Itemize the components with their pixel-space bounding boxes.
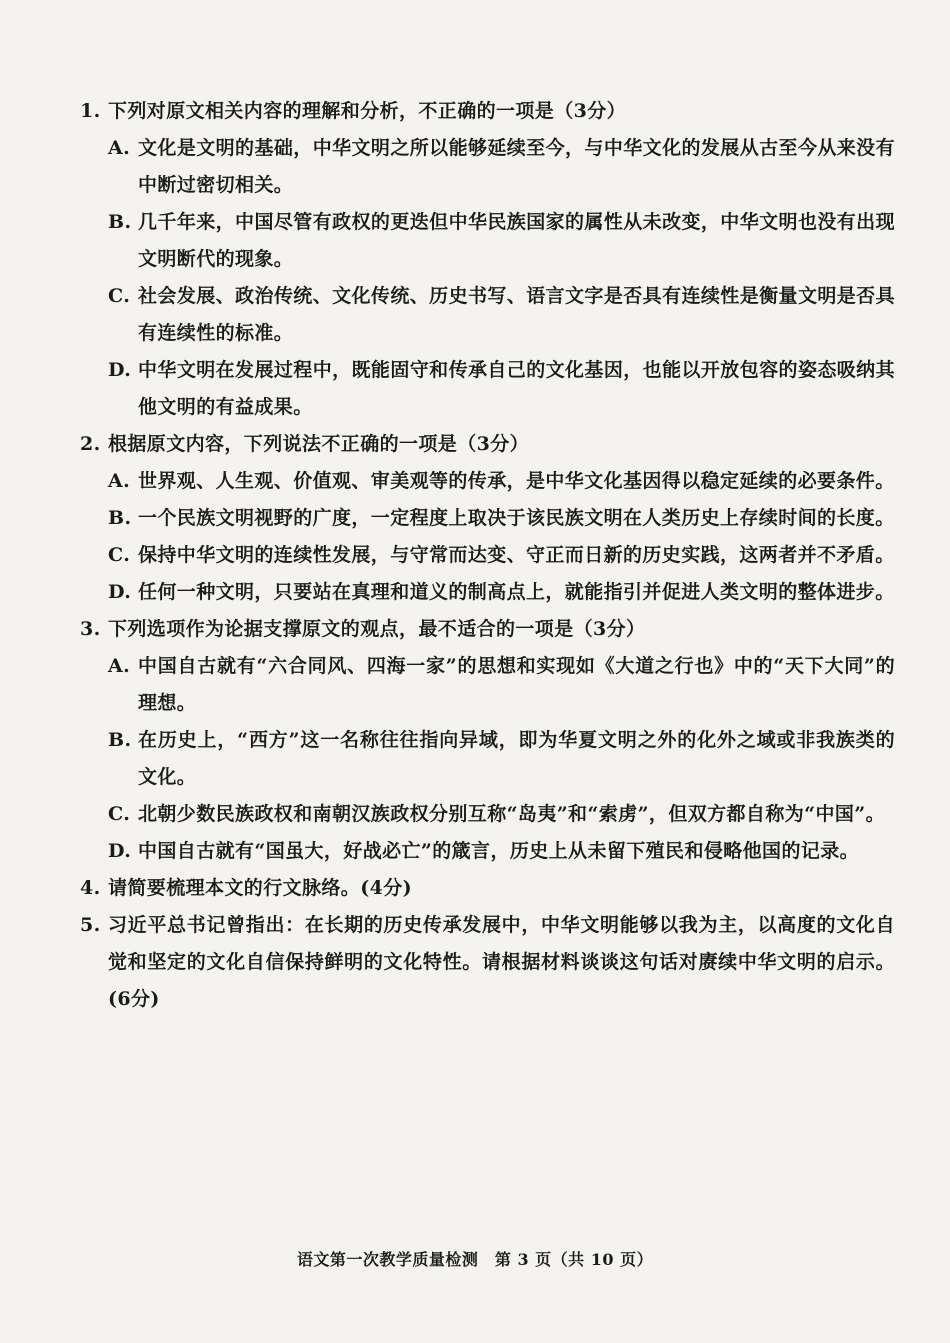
option-3c <box>108 796 895 833</box>
question-number: 2. <box>80 433 101 455</box>
option-3d <box>108 833 895 870</box>
option-1c <box>108 278 895 352</box>
option-label: A. <box>108 137 131 159</box>
question-5 <box>80 907 895 1018</box>
option-1b <box>108 204 895 278</box>
option-text: 文化是文明的基础，中华文明之所以能够延续至今，与中华文化的发展从古至今从来没有中断过密切相关。 <box>138 137 895 196</box>
option-label: D. <box>108 359 132 381</box>
option-text: 世界观、人生观、价值观、审美观等的传承，是中华文化基因得以稳定延续的必要条件。 <box>138 470 895 492</box>
option-1d <box>108 352 895 426</box>
option-3b <box>108 722 895 796</box>
option-text: 中国自古就有“国虽大，好战必亡”的箴言，历史上从未留下殖民和侵略他国的记录。 <box>138 840 860 862</box>
option-label: D. <box>108 840 132 862</box>
option-text: 任何一种文明，只要站在真理和道义的制高点上，就能指引并促进人类文明的整体进步。 <box>138 581 895 603</box>
option-3a <box>108 648 895 722</box>
question-number: 5. <box>80 914 101 936</box>
option-2a <box>108 463 895 500</box>
option-text: 中华文明在发展过程中，既能固守和传承自己的文化基因，也能以开放包容的姿态吸纳其他文明的有益成果。 <box>138 359 895 418</box>
question-number: 3. <box>80 618 101 640</box>
option-text: 保持中华文明的连续性发展，与守常而达变、守正而日新的历史实践，这两者并不矛盾。 <box>138 544 895 566</box>
option-label: B. <box>108 729 132 751</box>
option-1a <box>108 130 895 204</box>
option-label: B. <box>108 211 132 233</box>
option-text: 中国自古就有“六合同风、四海一家”的思想和实现如《大道之行也》中的“天下大同”的理想。 <box>138 655 895 714</box>
question-number: 1. <box>80 100 101 122</box>
option-text: 一个民族文明视野的广度，一定程度上取决于该民族文明在人类历史上存续时间的长度。 <box>138 507 895 529</box>
option-label: B. <box>108 507 132 529</box>
page-footer: 语文第一次教学质量检测 第 3 页（共 10 页） <box>296 1250 654 1269</box>
question-2 <box>80 426 895 463</box>
option-label: A. <box>108 655 131 677</box>
question-stem: 下列对原文相关内容的理解和分析，不正确的一项是（3分） <box>108 100 627 122</box>
question-4 <box>80 870 895 907</box>
option-text: 社会发展、政治传统、文化传统、历史书写、语言文字是否具有连续性是衡量文明是否具有连续性的标准。 <box>138 285 895 344</box>
question-stem: 下列选项作为论据支撑原文的观点，最不适合的一项是（3分） <box>108 618 646 640</box>
option-text: 在历史上，“西方”这一名称往往指向异域，即为华夏文明之外的化外之域或非我族类的文化。 <box>138 729 895 788</box>
option-2c <box>108 537 895 574</box>
option-text: 几千年来，中国尽管有政权的更迭但中华民族国家的属性从未改变，中华文明也没有出现文明断代的现象。 <box>138 211 895 270</box>
question-stem: 请简要梳理本文的行文脉络。(4分) <box>108 877 413 899</box>
question-stem: 根据原文内容，下列说法不正确的一项是（3分） <box>108 433 530 455</box>
option-label: D. <box>108 581 132 603</box>
option-2d <box>108 574 895 611</box>
option-label: C. <box>108 285 131 307</box>
option-2b <box>108 500 895 537</box>
question-3 <box>80 611 895 648</box>
question-stem: 习近平总书记曾指出：在长期的历史传承发展中，中华文明能够以我为主，以高度的文化自觉和坚定的文化自信保持鲜明的文化特性。请根据材料谈谈这句话对赓续中华文明的启示。(6分) <box>108 914 895 1010</box>
question-1 <box>80 93 895 130</box>
option-label: C. <box>108 803 131 825</box>
question-list <box>80 93 895 1018</box>
option-text: 北朝少数民族政权和南朝汉族政权分别互称“岛夷”和“索虏”，但双方都自称为“中国”。 <box>138 803 885 825</box>
option-label: C. <box>108 544 131 566</box>
question-number: 4. <box>80 877 101 899</box>
option-label: A. <box>108 470 131 492</box>
